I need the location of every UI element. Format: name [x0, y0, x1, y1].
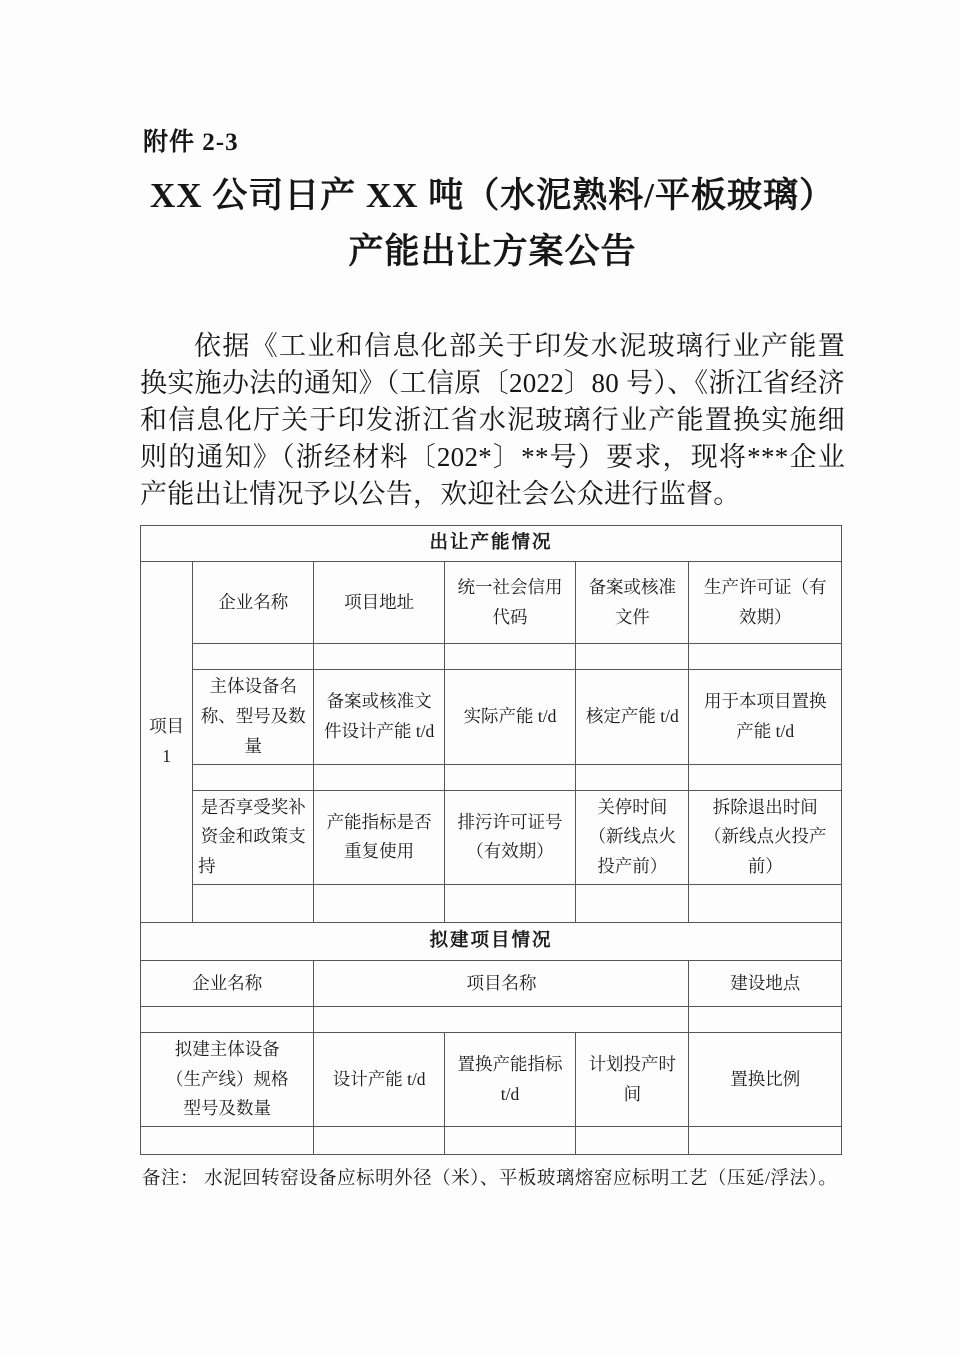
row-proposed-header: [141, 922, 842, 960]
cell-empty: [444, 884, 575, 922]
cell-replacement-capacity-for-project: 用于本项目置换产能 t/d: [689, 670, 842, 764]
cell-empty: [314, 1127, 444, 1155]
section-proposed-header-cell: 拟建项目情况: [141, 922, 842, 960]
table-row: [141, 790, 842, 884]
table-row: [141, 884, 842, 922]
cell-empty: [689, 764, 842, 790]
capacity-table: [140, 525, 842, 1155]
cell-filing-document: 备案或核准文件: [576, 562, 689, 644]
title-line-1: XX 公司日产 XX 吨（水泥熟料/平板玻璃）: [149, 176, 836, 215]
project-1-label-cell: 项目1: [141, 562, 193, 923]
cell-actual-capacity: 实际产能 t/d: [444, 670, 575, 764]
cell-proposed-project-name: 项目名称: [314, 960, 689, 1006]
table-row: [141, 1006, 842, 1032]
cell-empty: [141, 1127, 314, 1155]
cell-empty: [576, 1127, 689, 1155]
cell-empty: [193, 884, 314, 922]
attachment-label: 附件 2-3: [143, 129, 239, 156]
cell-main-equipment: 主体设备名称、型号及数量: [193, 670, 314, 764]
cell-empty: [314, 764, 444, 790]
cell-empty: [689, 1127, 842, 1155]
cell-empty: [314, 644, 444, 670]
intro-paragraph: 依据《工业和信息化部关于印发水泥玻璃行业产能置换实施办法的通知》（工信原〔2022〕80 号）、《浙江省经济和信息化厅关于印发浙江省水泥玻璃行业产能置换实施细则的通知》（浙经材料〔202*〕**号）要求，现将***企业产能出让情况予以公告，欢迎社会公众进行监督。: [140, 331, 845, 509]
cell-indicator-reuse: 产能指标是否重复使用: [314, 790, 444, 884]
table-row: [141, 1032, 842, 1126]
cell-proposed-enterprise-name: 企业名称: [141, 960, 314, 1006]
cell-empty: [141, 1006, 314, 1032]
cell-pollution-permit: 排污许可证号（有效期）: [444, 790, 575, 884]
cell-credit-code: 统一社会信用代码: [444, 562, 575, 644]
cell-approved-capacity: 核定产能 t/d: [576, 670, 689, 764]
table-row: [141, 764, 842, 790]
cell-replacement-ratio: 置换比例: [689, 1032, 842, 1126]
cell-empty: [314, 1006, 689, 1032]
cell-empty: [193, 644, 314, 670]
cell-empty: [444, 1127, 575, 1155]
cell-filed-design-capacity: 备案或核准文件设计产能 t/d: [314, 670, 444, 764]
cell-shutdown-time: 关停时间（新线点火投产前）: [576, 790, 689, 884]
cell-project-address: 项目地址: [314, 562, 444, 644]
cell-replacement-indicator: 置换产能指标 t/d: [444, 1032, 575, 1126]
cell-empty: [576, 764, 689, 790]
cell-planned-production-time: 计划投产时间: [576, 1032, 689, 1126]
cell-empty: [689, 1006, 842, 1032]
cell-enterprise-name: 企业名称: [193, 562, 314, 644]
row-transfer-header: [141, 526, 842, 562]
table-footnote: 备注： 水泥回转窑设备应标明外径（米）、平板玻璃熔窑应标明工艺（压延/浮法）。: [142, 1169, 838, 1190]
cell-empty: [576, 884, 689, 922]
cell-empty: [689, 644, 842, 670]
table-row: [141, 644, 842, 670]
cell-empty: [444, 764, 575, 790]
cell-empty: [193, 764, 314, 790]
cell-subsidy-policy: 是否享受奖补资金和政策支持: [193, 790, 314, 884]
table-row: [141, 562, 842, 644]
title-line-2: 产能出让方案公告: [348, 232, 637, 271]
cell-construction-site: 建设地点: [689, 960, 842, 1006]
table-row: [141, 670, 842, 764]
section-transfer-header-cell: 出让产能情况: [141, 526, 842, 562]
cell-proposed-equipment-specs: 拟建主体设备（生产线）规格型号及数量: [141, 1032, 314, 1126]
table-row: [141, 960, 842, 1006]
cell-empty: [689, 884, 842, 922]
cell-design-capacity: 设计产能 t/d: [314, 1032, 444, 1126]
table-row: [141, 1127, 842, 1155]
cell-demolition-exit-time: 拆除退出时间（新线点火投产前）: [689, 790, 842, 884]
cell-empty: [576, 644, 689, 670]
cell-production-license: 生产许可证（有效期）: [689, 562, 842, 644]
cell-empty: [444, 644, 575, 670]
document-title: [140, 168, 845, 280]
cell-empty: [314, 884, 444, 922]
